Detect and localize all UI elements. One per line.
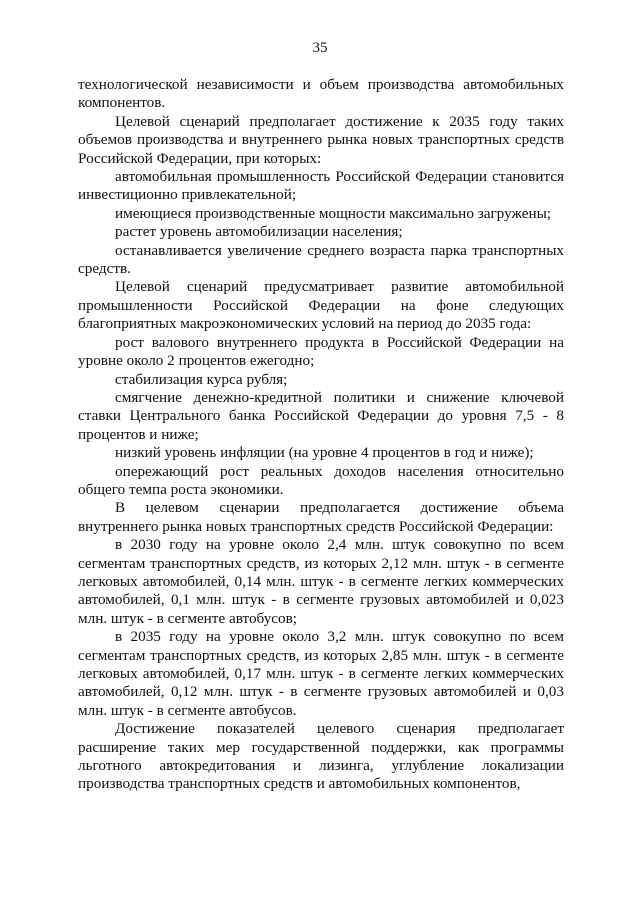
paragraph: Целевой сценарий предполагает достижение к 2035 году таких объемов производства и внутреннего рынка новых транспортных средств Российской Федерации, при которых:: [78, 112, 564, 167]
paragraph: имеющиеся производственные мощности максимально загружены;: [115, 204, 552, 222]
paragraph: Достижение показателей целевого сценария предполагает расширение таких мер государственной поддержки, как программы льготного автокредитования и лизинга, углубление локализации производства транспортных средств и автомобильных компонентов,: [78, 720, 564, 793]
paragraph: стабилизация курса рубля;: [115, 370, 288, 388]
paragraph: в 2030 году на уровне около 2,4 млн. штук совокупно по всем сегментам транспортных средств, из которых 2,12 млн. штук - в сегменте легковых автомобилей, 0,14 млн. штук - в сегменте легких коммерческих автомобилей, 0,1 млн. штук - в сегменте грузовых автомобилей и 0,023 млн. штук - в сегменте автобусов;: [78, 536, 564, 627]
page-number: 35: [312, 40, 328, 56]
paragraph: технологической независимости и объем производства автомобильных компонентов.: [78, 76, 564, 112]
paragraph: Целевой сценарий предусматривает развитие автомобильной промышленности Российской Федерации на фоне следующих благоприятных макроэкономических условий на период до 2035 года:: [78, 278, 564, 333]
paragraph: останавливается увеличение среднего возраста парка транспортных средств.: [78, 241, 564, 278]
paragraph: низкий уровень инфляции (на уровне 4 процентов в год и ниже);: [115, 444, 534, 462]
paragraph: растет уровень автомобилизации населения;: [115, 223, 403, 241]
paragraph: В целевом сценарии предполагается достижение объема внутреннего рынка новых транспортных средств Российской Федерации:: [78, 499, 564, 535]
paragraph: в 2035 году на уровне около 3,2 млн. штук совокупно по всем сегментам транспортных средств, из которых 2,85 млн. штук - в сегменте легковых автомобилей, 0,17 млн. штук - в сегменте легких коммерческих автомобилей, 0,12 млн. штук - в сегменте грузовых автомобилей и 0,03 млн. штук - в сегменте автобусов.: [78, 628, 564, 719]
body-text: [78, 76, 564, 794]
paragraph: рост валового внутреннего продукта в Российской Федерации на уровне около 2 процентов ежегодно;: [78, 333, 564, 370]
paragraph: опережающий рост реальных доходов населения относительно общего темпа роста экономики.: [78, 462, 564, 498]
paragraph: автомобильная промышленность Российской Федерации становится инвестиционно привлекательной;: [78, 168, 564, 204]
paragraph: смягчение денежно-кредитной политики и снижение ключевой ставки Центрального банка Российской Федерации до уровня 7,5 - 8 процентов и ниже;: [78, 388, 564, 443]
